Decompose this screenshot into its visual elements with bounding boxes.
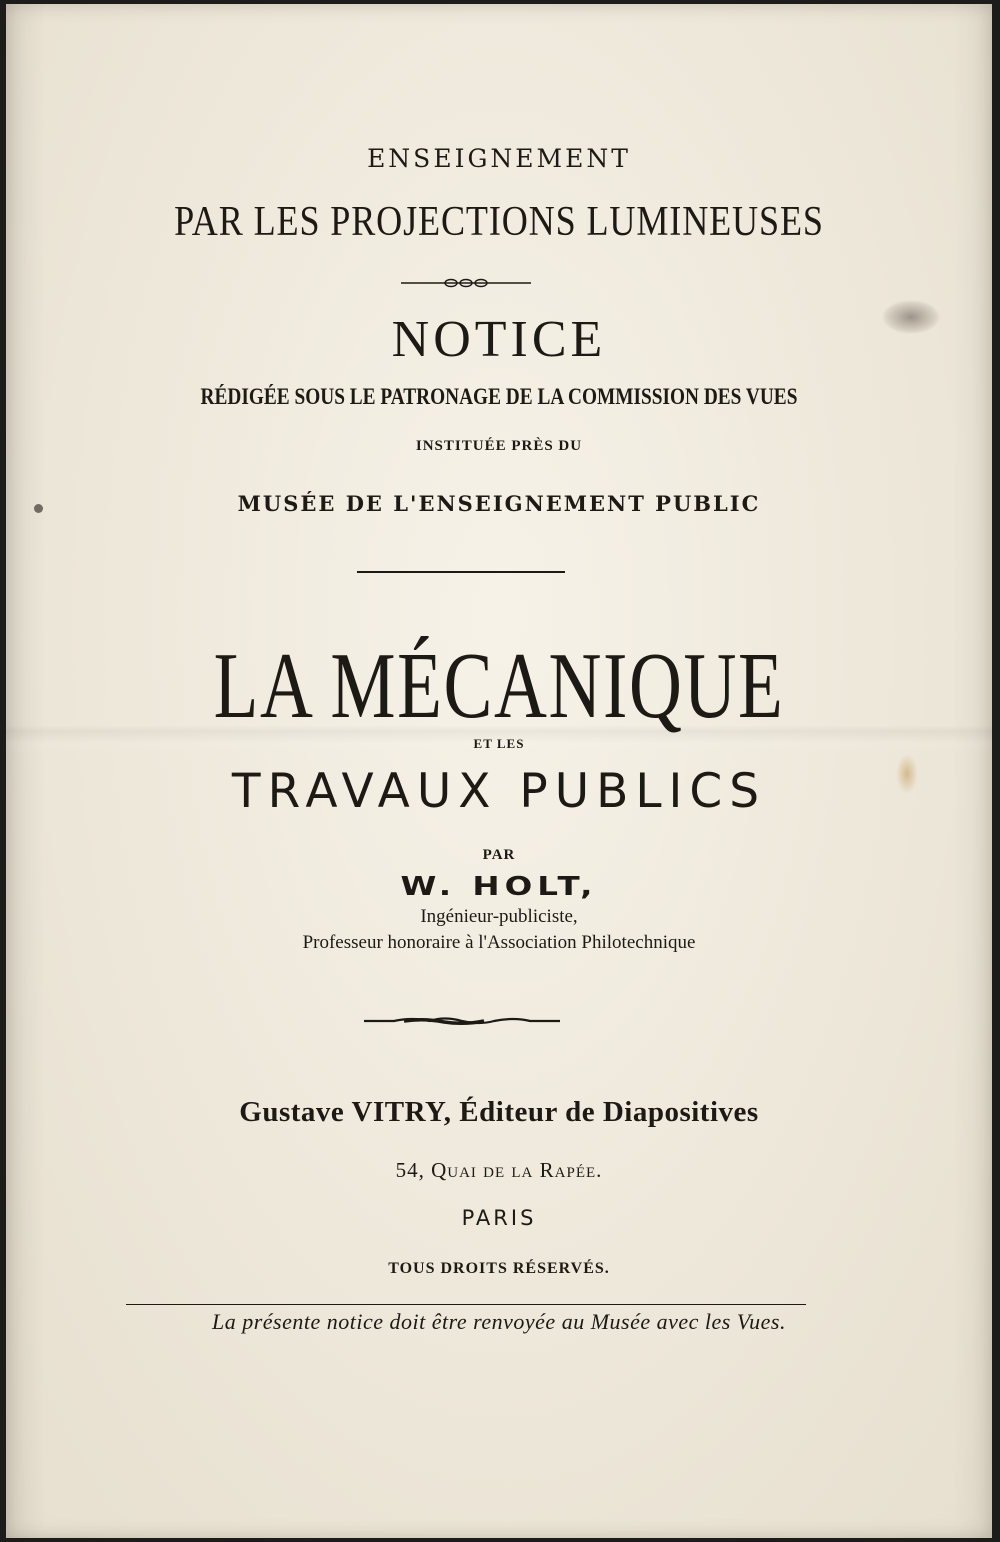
footer-rule	[126, 1304, 806, 1305]
museum-name: MUSÉE DE L'ENSEIGNEMENT PUBLIC	[237, 491, 761, 516]
ornamental-rule-icon	[401, 276, 531, 290]
title-second: TRAVAUX PUBLICS	[231, 764, 767, 819]
patronage-line: RÉDIGÉE SOUS LE PATRONAGE DE LA COMMISSION DES VUES	[200, 384, 798, 409]
notice-heading: NOTICE	[391, 311, 607, 368]
publisher: Gustave VITRY, Éditeur de Diapositives	[239, 1096, 759, 1128]
title-main: LA MÉCANIQUE	[213, 634, 785, 738]
instituted-line: INSTITUÉE PRÈS DU	[415, 438, 583, 454]
author-name: W. HOLT,	[400, 872, 598, 902]
series-subtitle: PAR LES PROJECTIONS LUMINEUSES	[174, 199, 824, 245]
author-affiliation: Professeur honoraire à l'Association Philotechnique	[302, 932, 696, 953]
document-page	[6, 4, 992, 1538]
ornamental-rule-icon	[364, 1014, 560, 1028]
title-connector: ET LES	[473, 736, 525, 751]
author-role: Ingénieur-publiciste,	[420, 906, 578, 927]
rights: TOUS DROITS RÉSERVÉS.	[388, 1260, 610, 1277]
address: 54, Quai de la Rapée.	[395, 1158, 603, 1182]
series-heading: ENSEIGNEMENT	[367, 144, 631, 173]
city: PARIS	[461, 1206, 537, 1230]
footer-note: La présente notice doit être renvoyée au Musée avec les Vues.	[212, 1309, 786, 1334]
divider	[357, 571, 565, 573]
by-label: PAR	[482, 847, 516, 863]
